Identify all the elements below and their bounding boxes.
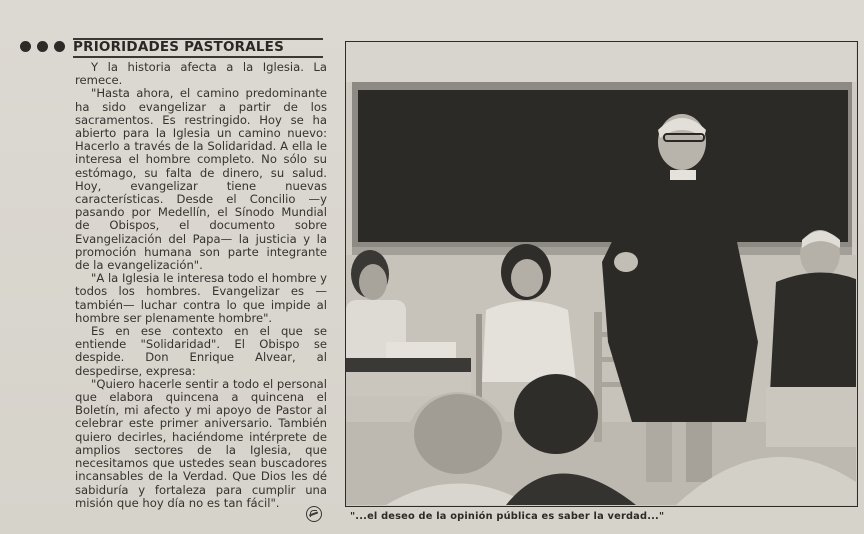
article-paragraph: Y la historia afecta a la Iglesia. La remece. [75, 60, 327, 88]
news-photo [345, 41, 858, 507]
heading-bullet-dots [20, 41, 65, 52]
section-heading [20, 38, 324, 58]
bullet-dot-icon [20, 41, 31, 52]
article-paragraph: "Hasta ahora, el camino predominante ha sido evangelizar a partir de los sacramentos. Es restringido. Hoy se ha abierto para la Iglesia un camino nuevo: Hacerlo a través de la Solidaridad. A ella le interesa el hombre completo. No sólo su estómago, su falta de dinero, su salud. Hoy, evangelizar tiene nuevas características. Desde el Concilio —y pasando por Medellín, el Sínodo Mundial de Obispos, el documento sobre Evangelización del Papa— la justicia y la promoción humana son parte integrante de la evangelización". [75, 86, 327, 273]
article-paragraph: "Quiero hacerle sentir a todo el personal que elabora quincena a quincena el Boletín, mi afecto y mi apoyo de Pastor al celebrar este primer aniversario. También quiero decirles, haciéndome intérprete de amplios sectores de la Iglesia, que necesitamos que ustedes sean buscadores incansables de la Verdad. Que Dios les dé sabiduría y fortaleza para cumplir una misión que hoy día no es tan fácil". [75, 376, 327, 510]
bullet-dot-icon [54, 41, 65, 52]
article-paragraph: Es en ese contexto en el que se entiende "Solidaridad". El Obispo se despide. Don Enrique Alvear, al despedirse, expresa: [75, 324, 327, 378]
bullet-dot-icon [37, 41, 48, 52]
section-title: PRIORIDADES PASTORALES [73, 39, 285, 55]
photo-caption: "...el deseo de la opinión pública es saber la verdad..." [350, 511, 665, 522]
photo-illustration [346, 42, 856, 505]
chalkboard [358, 90, 848, 242]
heading-rule-bottom [73, 56, 323, 58]
article-end-mark-icon [306, 506, 322, 522]
article-paragraph: "A la Iglesia le interesa todo el hombre y todos los hombres. Evangelizar es —también— luchar contra lo que impide al hombre ser plenamente hombre". [75, 271, 328, 325]
article-body [75, 61, 327, 510]
